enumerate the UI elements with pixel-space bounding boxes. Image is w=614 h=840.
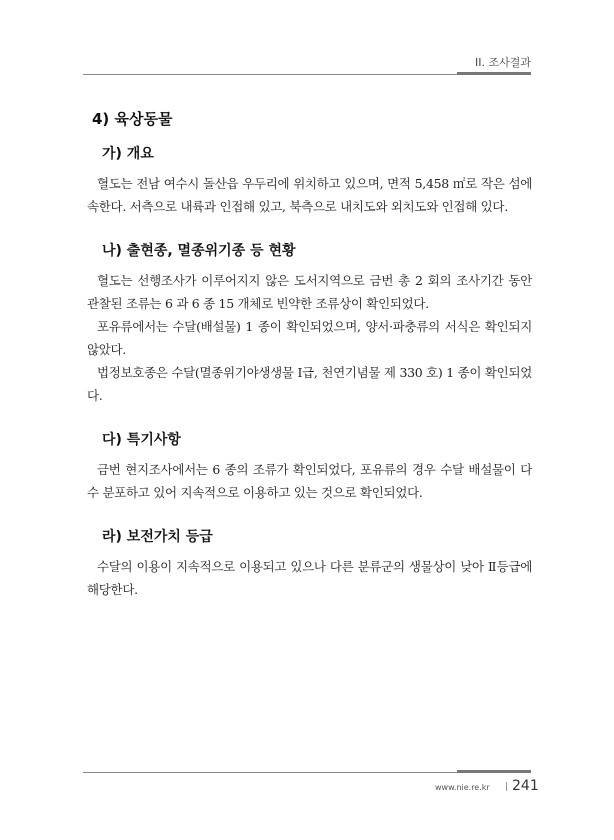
subsection-notes — [87, 429, 532, 504]
paragraph: 포유류에서는 수달(배설물) 1 종이 확인되었으며, 양서·파충류의 서식은 확인되지 않았다. — [87, 319, 532, 357]
footer-url: www.nie.re.kr — [435, 783, 490, 792]
running-header: II. 조사결과 — [475, 56, 531, 69]
subsection-overview — [87, 143, 532, 218]
page-number: 241 — [512, 778, 539, 794]
paragraph: 수달의 이용이 지속적으로 이용되고 있으나 다른 분류군의 생물상이 낮아 Ⅱ등급에 해당한다. — [87, 559, 532, 597]
subsection-title: 다) 특기사항 — [102, 432, 181, 448]
subsection-conservation-grade — [87, 526, 532, 601]
subsection-species-status — [87, 240, 532, 407]
paragraph: 법정보호종은 수달(멸종위기야생생물 Ⅰ급, 천연기념물 제 330 호) 1 종이 확인되었다. — [87, 365, 532, 403]
header-accent-bar — [457, 72, 531, 75]
section-title: 4) 육상동물 — [92, 110, 173, 128]
page-body — [87, 98, 532, 601]
subsection-title: 나) 출현종, 멸종위기종 등 현황 — [102, 243, 296, 259]
subsection-title: 라) 보전가치 등급 — [102, 529, 213, 545]
paragraph: 금번 현지조사에서는 6 종의 조류가 확인되었다, 포유류의 경우 수달 배설물이 다수 분포하고 있어 지속적으로 이용하고 있는 것으로 확인되었다. — [87, 462, 532, 500]
footer-separator: | — [505, 782, 509, 792]
paragraph: 혈도는 전남 여수시 돌산읍 우두리에 위치하고 있으며, 면적 5,458 ㎡로 작은 섬에 속한다. 서측으로 내륙과 인접해 있고, 북측으로 내치도와 외치도와 인접해 있다. — [87, 176, 532, 214]
subsection-title: 가) 개요 — [102, 146, 154, 162]
paragraph: 혈도는 선행조사가 이루어지지 않은 도서지역으로 금번 총 2 회의 조사기간 동안 관찰된 조류는 6 과 6 종 15 개체로 빈약한 조류상이 확인되었다. — [87, 273, 532, 311]
footer-accent-bar — [457, 770, 531, 773]
